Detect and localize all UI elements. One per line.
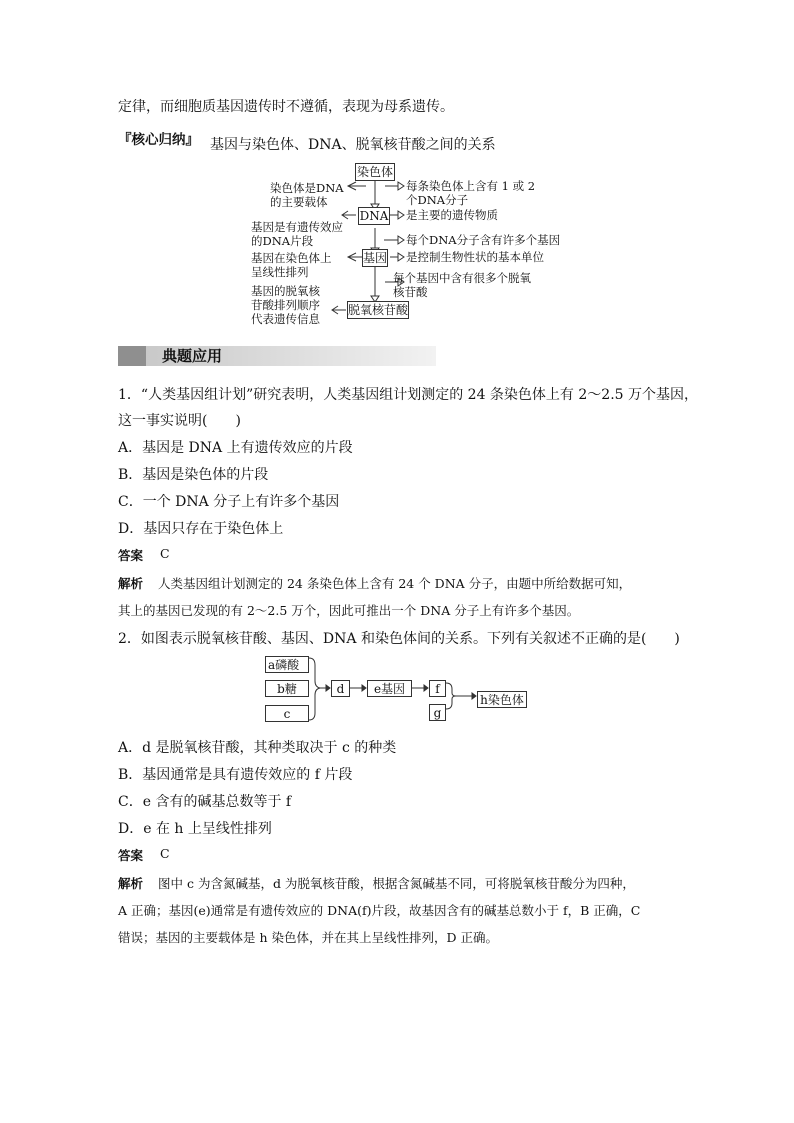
box-f: f [429, 680, 446, 697]
intro-line: 定律，而细胞质基因遗传时不遵循，表现为母系遗传。 [118, 99, 454, 115]
right-note-4: 是控制生物性状的基本单位 [406, 250, 544, 264]
box-dna: DNA [359, 209, 389, 223]
q2-option-a: A．d 是脱氧核苷酸，其种类取决于 c 的种类 [118, 740, 397, 756]
q2-explain-label: 解析 [118, 876, 144, 891]
q1-stem-line1: 1．“人类基因组计划”研究表明，人类基因组计划测定的 24 条染色体上有 2～2.5 万个基因， [118, 387, 699, 403]
q2-explain-line2: A 正确；基因(e)通常是有遗传效应的 DNA(f)片段，故基因含有的碱基总数小于 f，B 正确，C [118, 903, 641, 918]
box-e-gene: e基因 [367, 680, 412, 697]
right-arrow-head-4 [398, 253, 404, 261]
section-title: 典题应用 [162, 347, 223, 365]
box-a-phosphate: a磷酸 [265, 656, 309, 673]
left-note-4: 基因的脱氧核 苷酸排列顺序 代表遗传信息 [251, 284, 320, 326]
brace-right [446, 683, 456, 709]
box-nucleotide: 脱氧核苷酸 [348, 303, 409, 317]
q2-option-b: B．基因通常是具有遗传效应的 f 片段 [118, 767, 353, 783]
q2-option-d: D．e 在 h 上呈线性排列 [118, 821, 272, 837]
core-tag: 『核心归纳』 [118, 132, 199, 148]
box-gene: 基因 [363, 251, 388, 265]
left-arrow-4 [332, 306, 346, 314]
q2-explain-line3: 错误；基因的主要载体是 h 染色体，并在其上呈线性排列，D 正确。 [118, 930, 498, 945]
box-chromosome: 染色体 [356, 165, 393, 179]
right-note-1: 每条染色体上含有 1 或 2 个DNA分子 [406, 179, 536, 207]
arrow-to-d [326, 685, 330, 691]
arrow-to-h [472, 693, 476, 699]
q1-option-a: A．基因是 DNA 上有遗传效应的片段 [118, 440, 353, 456]
q2-stem: 2．如图表示脱氧核苷酸、基因、DNA 和染色体间的关系。下列有关叙述不正确的是( ) [118, 631, 680, 647]
right-note-5: 每个基因中含有很多个脱氧 核苷酸 [393, 271, 531, 299]
core-title: 基因与染色体、DNA、脱氧核苷酸之间的关系 [210, 137, 496, 153]
q1-answer-label: 答案 [118, 548, 144, 563]
q2-answer: C [160, 846, 170, 861]
box-b-sugar: b糖 [265, 680, 309, 697]
q2-answer-label: 答案 [118, 848, 144, 863]
box-c-base: c [265, 705, 309, 722]
arrow-to-f [424, 685, 428, 691]
q2-option-c: C．e 含有的碱基总数等于 f [118, 794, 292, 810]
right-arrow-head-3 [398, 236, 404, 244]
q1-answer: C [160, 546, 170, 561]
q1-explain-label: 解析 [118, 576, 144, 591]
box-d: d [331, 680, 350, 697]
q1-explain-line1: 人类基因组计划测定的 24 条染色体上含有 24 个 DNA 分子，由题中所给数据可知， [158, 576, 632, 591]
left-note-3: 基因在染色体上 呈线性排列 [251, 251, 332, 279]
box-h-chromosome: h染色体 [477, 691, 527, 708]
right-note-2: 是主要的遗传物质 [406, 208, 498, 222]
q1-explain-line2: 其上的基因已发现的有 2～2.5 万个，因此可推出一个 DNA 分子上有许多个基因。 [118, 603, 580, 618]
q1-option-c: C．一个 DNA 分子上有许多个基因 [118, 494, 340, 510]
left-note-1: 染色体是DNA 的主要载体 [270, 181, 344, 209]
q1-option-b: B．基因是染色体的片段 [118, 467, 269, 483]
q2-explain-line1: 图中 c 为含氮碱基，d 为脱氧核苷酸，根据含氮碱基不同，可将脱氧核苷酸分为四种， [158, 876, 635, 891]
q1-option-d: D．基因只存在于染色体上 [118, 521, 284, 537]
right-arrow-head-2 [398, 211, 404, 219]
right-arrow-head-1 [398, 182, 404, 190]
arrow-to-e [362, 685, 366, 691]
right-note-3: 每个DNA分子含有许多个基因 [406, 233, 561, 247]
box-g: g [429, 704, 446, 721]
q1-stem-line2: 这一事实说明( ) [118, 413, 241, 429]
brace-left [309, 658, 320, 720]
left-arrow-2 [342, 211, 356, 219]
left-arrow-1 [348, 182, 366, 190]
left-note-2: 基因是有遗传效应 的DNA片段 [251, 220, 343, 248]
